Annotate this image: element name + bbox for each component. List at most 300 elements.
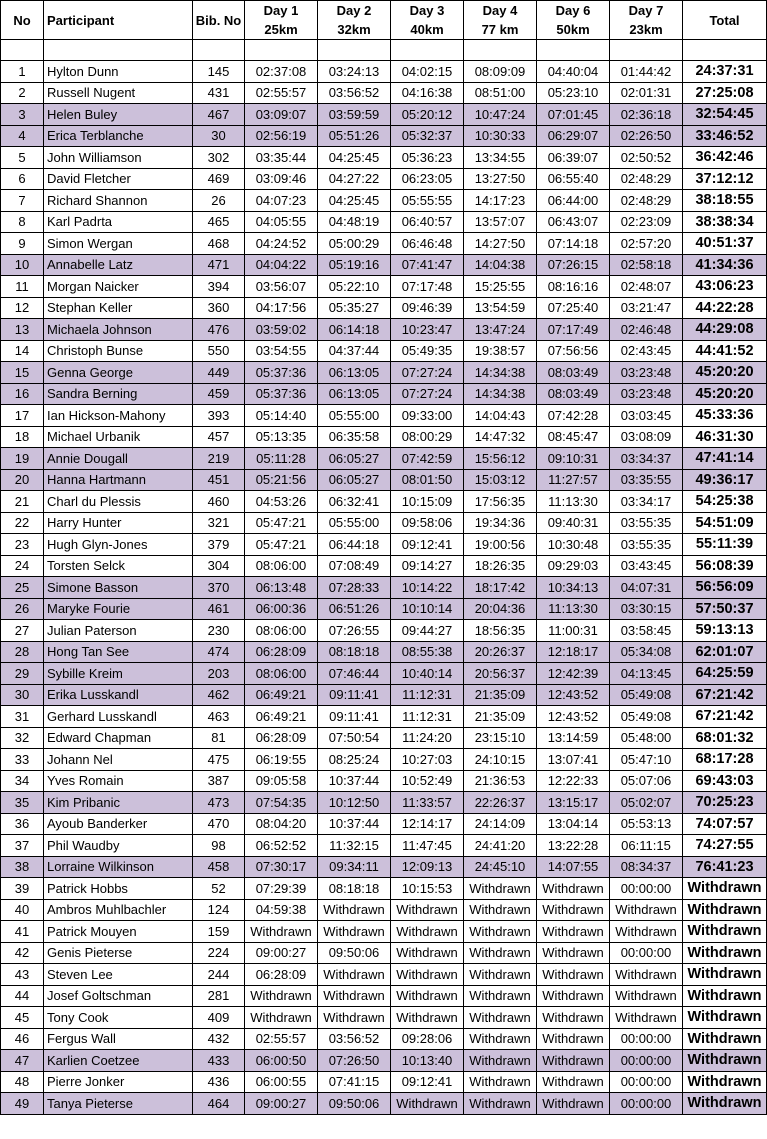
stage-time: Withdrawn [245,985,318,1007]
stage-time: 24:14:09 [464,813,537,835]
stage-time: 07:01:45 [537,104,610,126]
stage-time: 06:19:55 [245,749,318,771]
stage-time: 24:41:20 [464,835,537,857]
total-time: 54:51:09 [683,512,767,534]
total-time: 32:54:45 [683,104,767,126]
stage-time: 02:48:29 [610,190,683,212]
table-row [1,1028,767,1050]
stage-time: 02:50:52 [610,147,683,169]
row-no: 39 [1,878,44,900]
stage-time: 03:55:35 [610,534,683,556]
stage-time: Withdrawn [464,985,537,1007]
stage-time: 03:58:45 [610,620,683,642]
stage-time: 04:25:45 [318,147,391,169]
bib-number: 409 [193,1007,245,1029]
stage-time: 14:47:32 [464,426,537,448]
stage-time: 03:55:35 [610,512,683,534]
stage-time: 11:12:31 [391,706,464,728]
bib-number: 464 [193,1093,245,1115]
stage-time: 11:27:57 [537,469,610,491]
stage-time: 04:17:56 [245,297,318,319]
stage-time: 10:37:44 [318,770,391,792]
participant-name: Karlien Coetzee [44,1050,193,1072]
stage-time: 07:14:18 [537,233,610,255]
stage-time: 11:13:30 [537,598,610,620]
stage-time: 05:48:00 [610,727,683,749]
stage-time: 10:40:14 [391,663,464,685]
stage-time: 02:55:57 [245,1028,318,1050]
row-no: 31 [1,706,44,728]
participant-name: Torsten Selck [44,555,193,577]
stage-time: 19:34:36 [464,512,537,534]
bib-number: 470 [193,813,245,835]
stage-time: 03:43:45 [610,555,683,577]
bib-number: 321 [193,512,245,534]
header-day7 [610,1,683,40]
bib-number: 219 [193,448,245,470]
stage-time: 03:59:59 [318,104,391,126]
total-time: 68:01:32 [683,727,767,749]
stage-time: 02:36:18 [610,104,683,126]
bib-number: 394 [193,276,245,298]
header-day4-dist: 77 km [481,22,519,37]
row-no: 47 [1,1050,44,1072]
stage-time: 09:58:06 [391,512,464,534]
row-no: 18 [1,426,44,448]
stage-time: 10:15:09 [391,491,464,513]
total-time: 45:20:20 [683,362,767,384]
table-row [1,770,767,792]
header-day6 [537,1,610,40]
participant-name: Edward Chapman [44,727,193,749]
stage-time: 03:54:55 [245,340,318,362]
bib-number: 458 [193,856,245,878]
participant-name: Lorraine Wilkinson [44,856,193,878]
spacer-row [1,40,767,61]
stage-time: Withdrawn [464,899,537,921]
stage-time: 04:04:22 [245,254,318,276]
stage-time: Withdrawn [610,899,683,921]
bib-number: 52 [193,878,245,900]
stage-time: 10:30:48 [537,534,610,556]
stage-time: 05:20:12 [391,104,464,126]
stage-time: 04:25:45 [318,190,391,212]
stage-time: 12:14:17 [391,813,464,835]
stage-time: 08:06:00 [245,555,318,577]
stage-time: Withdrawn [537,1007,610,1029]
row-no: 8 [1,211,44,233]
stage-time: 13:27:50 [464,168,537,190]
stage-time: 07:42:28 [537,405,610,427]
stage-time: 21:36:53 [464,770,537,792]
stage-time: 02:43:45 [610,340,683,362]
row-no: 14 [1,340,44,362]
participant-name: Sandra Berning [44,383,193,405]
total-time: 41:34:36 [683,254,767,276]
row-no: 19 [1,448,44,470]
table-row [1,491,767,513]
stage-time: 12:09:13 [391,856,464,878]
stage-time: 03:08:09 [610,426,683,448]
stage-time: 07:26:55 [318,620,391,642]
row-no: 46 [1,1028,44,1050]
stage-time: 06:46:48 [391,233,464,255]
stage-time: 04:53:26 [245,491,318,513]
stage-time: Withdrawn [537,964,610,986]
stage-time: 03:09:46 [245,168,318,190]
stage-time: 06:28:09 [245,641,318,663]
participant-name: Ambros Muhlbachler [44,899,193,921]
total-time: 54:25:38 [683,491,767,513]
header-day1 [245,1,318,40]
stage-time: 06:13:05 [318,362,391,384]
stage-time: 09:00:27 [245,942,318,964]
stage-time: 03:34:17 [610,491,683,513]
table-row [1,878,767,900]
header-participant: Participant [44,1,193,40]
row-no: 17 [1,405,44,427]
stage-time: 20:04:36 [464,598,537,620]
participant-name: Harry Hunter [44,512,193,534]
total-time: 36:42:46 [683,147,767,169]
stage-time: 06:32:41 [318,491,391,513]
stage-time: 13:22:28 [537,835,610,857]
row-no: 34 [1,770,44,792]
stage-time: 07:29:39 [245,878,318,900]
row-no: 9 [1,233,44,255]
stage-time: 07:30:17 [245,856,318,878]
bib-number: 302 [193,147,245,169]
stage-time: 06:28:09 [245,727,318,749]
participant-name: Charl du Plessis [44,491,193,513]
participant-name: Sybille Kreim [44,663,193,685]
header-day7-dist: 23km [629,22,663,37]
row-no: 26 [1,598,44,620]
stage-time: 00:00:00 [610,1071,683,1093]
bib-number: 224 [193,942,245,964]
stage-time: 07:26:15 [537,254,610,276]
stage-time: 08:00:29 [391,426,464,448]
table-row [1,813,767,835]
stage-time: 07:42:59 [391,448,464,470]
stage-time: 09:50:06 [318,1093,391,1115]
stage-time: 09:34:11 [318,856,391,878]
stage-time: Withdrawn [245,921,318,943]
stage-time: 03:56:52 [318,1028,391,1050]
bib-number: 457 [193,426,245,448]
total-time: 57:50:37 [683,598,767,620]
stage-time: 06:35:58 [318,426,391,448]
stage-time: 13:07:41 [537,749,610,771]
bib-number: 98 [193,835,245,857]
stage-time: Withdrawn [537,1071,610,1093]
stage-time: 18:17:42 [464,577,537,599]
stage-time: 03:21:47 [610,297,683,319]
stage-time: Withdrawn [464,964,537,986]
stage-time: 07:27:24 [391,362,464,384]
table-row [1,125,767,147]
participant-name: Ian Hickson-Mahony [44,405,193,427]
total-time: Withdrawn [683,1028,767,1050]
participant-name: Michaela Johnson [44,319,193,341]
table-row [1,641,767,663]
stage-time: 09:14:27 [391,555,464,577]
row-no: 42 [1,942,44,964]
stage-time: 03:56:07 [245,276,318,298]
bib-number: 203 [193,663,245,685]
row-no: 7 [1,190,44,212]
stage-time: 07:17:49 [537,319,610,341]
table-row [1,82,767,104]
stage-time: 04:07:31 [610,577,683,599]
total-time: 64:25:59 [683,663,767,685]
table-row [1,534,767,556]
stage-time: 05:55:00 [318,512,391,534]
table-row [1,1050,767,1072]
row-no: 11 [1,276,44,298]
participant-name: Erika Lusskandl [44,684,193,706]
stage-time: 21:35:09 [464,706,537,728]
stage-time: 12:43:52 [537,706,610,728]
stage-time: 02:37:08 [245,61,318,83]
bib-number: 360 [193,297,245,319]
stage-time: 10:10:14 [391,598,464,620]
stage-time: 10:14:22 [391,577,464,599]
total-time: 40:51:37 [683,233,767,255]
stage-time: 06:00:55 [245,1071,318,1093]
table-row [1,921,767,943]
stage-time: 08:06:00 [245,620,318,642]
stage-time: 07:46:44 [318,663,391,685]
stage-time: 06:11:15 [610,835,683,857]
table-row [1,233,767,255]
table-row [1,319,767,341]
stage-time: 07:25:40 [537,297,610,319]
stage-time: 05:13:35 [245,426,318,448]
stage-time: 10:30:33 [464,125,537,147]
table-row [1,61,767,83]
stage-time: Withdrawn [391,942,464,964]
stage-time: Withdrawn [318,964,391,986]
bib-number: 460 [193,491,245,513]
bib-number: 26 [193,190,245,212]
stage-time: 06:29:07 [537,125,610,147]
stage-time: 12:43:52 [537,684,610,706]
stage-time: Withdrawn [318,1007,391,1029]
stage-time: Withdrawn [537,878,610,900]
stage-time: 03:03:45 [610,405,683,427]
total-time: Withdrawn [683,1071,767,1093]
stage-time: 08:01:50 [391,469,464,491]
participant-name: Phil Waudby [44,835,193,857]
row-no: 5 [1,147,44,169]
row-no: 37 [1,835,44,857]
header-day7-label: Day 7 [628,3,664,18]
total-time: 44:22:28 [683,297,767,319]
row-no: 15 [1,362,44,384]
total-time: 62:01:07 [683,641,767,663]
stage-time: 02:26:50 [610,125,683,147]
stage-time: 05:07:06 [610,770,683,792]
stage-time: 05:34:08 [610,641,683,663]
total-time: Withdrawn [683,921,767,943]
stage-time: 04:05:55 [245,211,318,233]
header-no: No [1,1,44,40]
table-row [1,1007,767,1029]
row-no: 10 [1,254,44,276]
stage-time: 10:34:13 [537,577,610,599]
stage-time: Withdrawn [610,964,683,986]
stage-time: Withdrawn [464,1028,537,1050]
header-day2 [318,1,391,40]
table-row [1,942,767,964]
table-row [1,727,767,749]
bib-number: 159 [193,921,245,943]
table-row [1,899,767,921]
stage-time: 06:05:27 [318,448,391,470]
table-row [1,1093,767,1115]
stage-time: Withdrawn [537,921,610,943]
stage-time: 03:23:48 [610,362,683,384]
participant-name: Steven Lee [44,964,193,986]
participant-name: Maryke Fourie [44,598,193,620]
participant-name: Hong Tan See [44,641,193,663]
row-no: 22 [1,512,44,534]
bib-number: 467 [193,104,245,126]
stage-time: 05:35:27 [318,297,391,319]
stage-time: 15:56:12 [464,448,537,470]
stage-time: 07:56:56 [537,340,610,362]
stage-time: Withdrawn [318,985,391,1007]
bib-number: 30 [193,125,245,147]
stage-time: 04:24:52 [245,233,318,255]
total-time: 45:33:36 [683,405,767,427]
table-row [1,856,767,878]
row-no: 40 [1,899,44,921]
row-no: 41 [1,921,44,943]
stage-time: 07:41:47 [391,254,464,276]
row-no: 1 [1,61,44,83]
bib-number: 433 [193,1050,245,1072]
stage-time: 06:13:05 [318,383,391,405]
stage-time: 08:06:00 [245,663,318,685]
stage-time: 04:37:44 [318,340,391,362]
stage-time: 03:35:44 [245,147,318,169]
row-no: 32 [1,727,44,749]
stage-time: 05:55:55 [391,190,464,212]
row-no: 33 [1,749,44,771]
stage-time: Withdrawn [391,964,464,986]
stage-time: 02:48:07 [610,276,683,298]
bib-number: 281 [193,985,245,1007]
stage-time: 24:10:15 [464,749,537,771]
stage-time: 07:54:35 [245,792,318,814]
table-row [1,577,767,599]
stage-time: 23:15:10 [464,727,537,749]
row-no: 30 [1,684,44,706]
participant-name: Hugh Glyn-Jones [44,534,193,556]
stage-time: 09:33:00 [391,405,464,427]
participant-name: Karl Padrta [44,211,193,233]
table-row [1,469,767,491]
table-row [1,749,767,771]
bib-number: 124 [193,899,245,921]
stage-time: 05:21:56 [245,469,318,491]
bib-number: 468 [193,233,245,255]
stage-time: 06:13:48 [245,577,318,599]
stage-time: 08:25:24 [318,749,391,771]
stage-time: 10:37:44 [318,813,391,835]
stage-time: 03:30:15 [610,598,683,620]
stage-time: 08:18:18 [318,878,391,900]
stage-time: 14:07:55 [537,856,610,878]
row-no: 4 [1,125,44,147]
bib-number: 81 [193,727,245,749]
stage-time: 06:49:21 [245,706,318,728]
bib-number: 304 [193,555,245,577]
stage-time: 06:39:07 [537,147,610,169]
stage-time: 00:00:00 [610,878,683,900]
stage-time: 03:24:13 [318,61,391,83]
bib-number: 449 [193,362,245,384]
stage-time: 06:49:21 [245,684,318,706]
header-day6-dist: 50km [556,22,590,37]
stage-time: 05:37:36 [245,383,318,405]
stage-time: 13:47:24 [464,319,537,341]
total-time: 47:41:14 [683,448,767,470]
total-time: 27:25:08 [683,82,767,104]
stage-time: 13:04:14 [537,813,610,835]
participant-name: Patrick Hobbs [44,878,193,900]
stage-time: 06:44:00 [537,190,610,212]
total-time: 38:18:55 [683,190,767,212]
table-row [1,276,767,298]
stage-time: 11:47:45 [391,835,464,857]
bib-number: 550 [193,340,245,362]
total-time: Withdrawn [683,985,767,1007]
participant-name: Annie Dougall [44,448,193,470]
bib-number: 436 [193,1071,245,1093]
stage-time: 07:50:54 [318,727,391,749]
total-time: 74:07:57 [683,813,767,835]
header-day1-label: Day 1 [263,3,299,18]
stage-time: Withdrawn [391,1007,464,1029]
total-time: 43:06:23 [683,276,767,298]
table-row [1,362,767,384]
row-no: 13 [1,319,44,341]
stage-time: 02:55:57 [245,82,318,104]
header-day2-label: Day 2 [336,3,372,18]
participant-name: Ayoub Banderker [44,813,193,835]
stage-time: Withdrawn [318,921,391,943]
stage-time: 07:17:48 [391,276,464,298]
total-time: 33:46:52 [683,125,767,147]
stage-time: Withdrawn [610,921,683,943]
row-no: 3 [1,104,44,126]
stage-time: 15:25:55 [464,276,537,298]
stage-time: 06:40:57 [391,211,464,233]
bib-number: 451 [193,469,245,491]
bib-number: 471 [193,254,245,276]
row-no: 2 [1,82,44,104]
stage-time: 05:32:37 [391,125,464,147]
total-time: 67:21:42 [683,684,767,706]
stage-time: 06:14:18 [318,319,391,341]
total-time: 37:12:12 [683,168,767,190]
total-time: 44:41:52 [683,340,767,362]
table-row [1,835,767,857]
stage-time: 09:28:06 [391,1028,464,1050]
